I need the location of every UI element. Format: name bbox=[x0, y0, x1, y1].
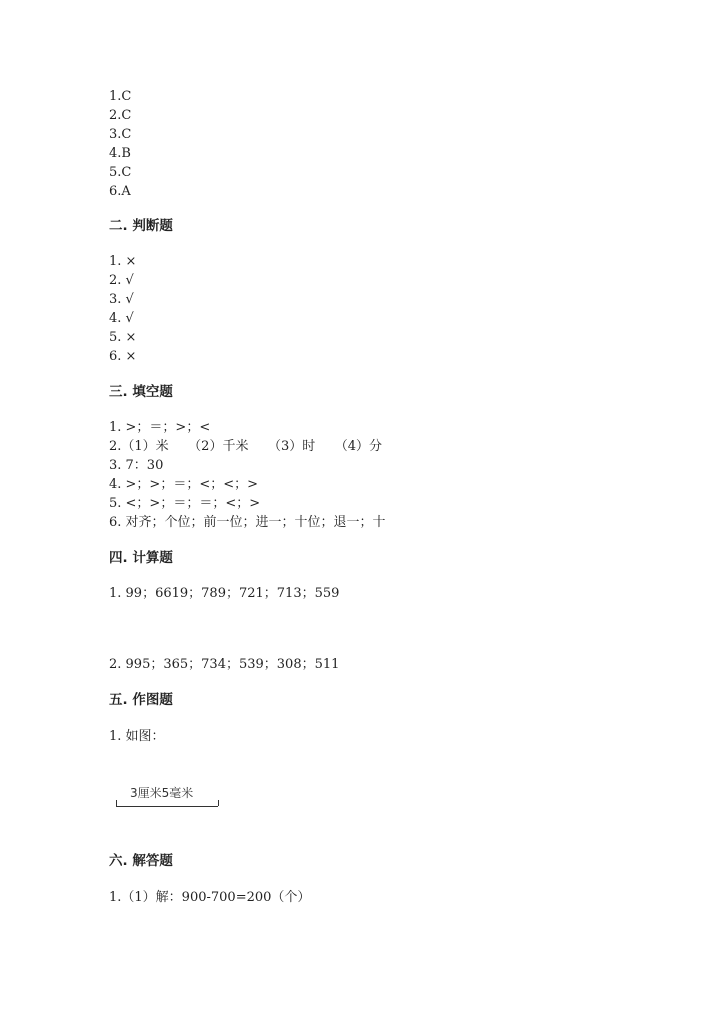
answer-line: 4. √ bbox=[109, 311, 134, 326]
line-segment-figure bbox=[116, 784, 220, 810]
answer-line: 1. >；＝；>；< bbox=[109, 420, 211, 435]
section-heading: 二. 判断题 bbox=[109, 218, 173, 234]
segment-right-tick bbox=[218, 800, 219, 806]
line-segment bbox=[116, 806, 218, 807]
answer-line: 1. × bbox=[109, 254, 137, 269]
answer-line: 3.C bbox=[109, 127, 132, 142]
section-heading: 六. 解答题 bbox=[109, 853, 173, 869]
figure-label: 3厘米5毫米 bbox=[130, 786, 194, 800]
answer-line: 5.C bbox=[109, 165, 132, 180]
answer-line: 5. × bbox=[109, 330, 137, 345]
section-heading: 四. 计算题 bbox=[109, 550, 173, 566]
answer-line: 2. √ bbox=[109, 273, 134, 288]
answer-line: 6. × bbox=[109, 349, 137, 364]
answer-line: 5. <；>；＝；＝；<；> bbox=[109, 496, 261, 511]
section-heading: 五. 作图题 bbox=[109, 692, 173, 708]
section-heading: 三. 填空题 bbox=[109, 384, 173, 400]
answer-line: 1. 99；6619；789；721；713；559 bbox=[109, 586, 340, 601]
answer-line: 1.（1）解：900-700=200（个） bbox=[109, 890, 311, 905]
answer-line: 2. 995；365；734；539；308；511 bbox=[109, 657, 340, 672]
answer-line: 6.A bbox=[109, 184, 131, 199]
answer-line: 1. 如图： bbox=[109, 729, 165, 744]
answer-line: 4.B bbox=[109, 146, 131, 161]
answer-line: 3. 7：30 bbox=[109, 458, 164, 473]
answer-line: 2.C bbox=[109, 108, 132, 123]
answer-line: 6. 对齐；个位；前一位；进一；十位；退一；十 bbox=[109, 515, 386, 530]
answer-line: 4. >；>；＝；<；<；> bbox=[109, 477, 258, 492]
answer-line: 1.C bbox=[109, 89, 132, 104]
answer-line: 3. √ bbox=[109, 292, 134, 307]
answer-line: 2.（1）米 （2）千米 （3）时 （4）分 bbox=[109, 439, 382, 454]
